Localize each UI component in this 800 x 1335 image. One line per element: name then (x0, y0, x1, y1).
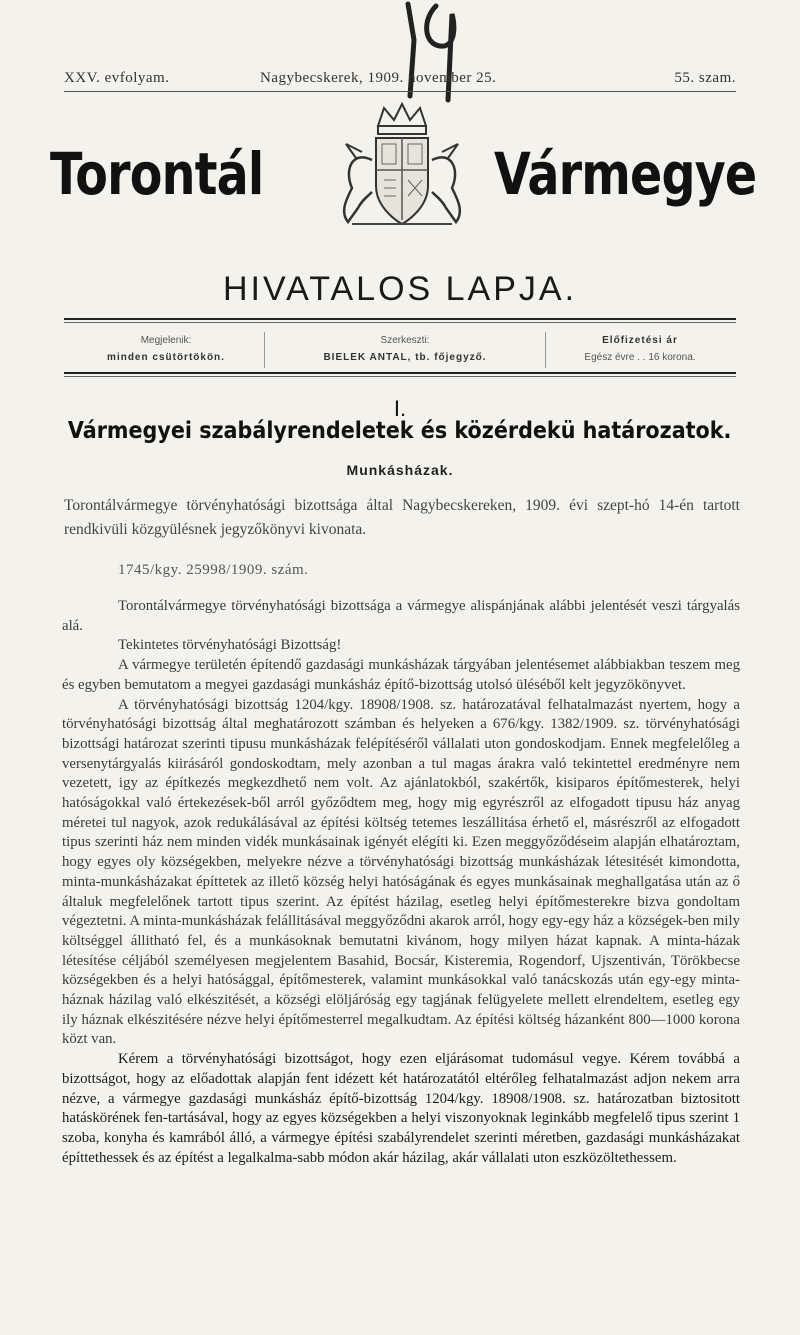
masthead-title-left: Torontál (50, 140, 264, 208)
info-rule-bottom (64, 372, 736, 374)
coat-of-arms-icon (322, 100, 482, 240)
header-line (64, 70, 736, 92)
editor-label: Szerkeszti: (380, 335, 430, 346)
masthead-rule-top-thin (64, 322, 736, 323)
masthead-title-right: Vármegye (494, 140, 757, 208)
body-paragraph: Torontálvármegye törvényhatósági bizottsága a vármegye alispánjának alábbi jelentését veszi tárgyalás alá. (62, 598, 740, 634)
info-rule-bottom-thin (64, 376, 736, 377)
info-editor (264, 332, 546, 368)
price-value: Egész évre . . 16 korona. (584, 352, 696, 363)
volume-label: XXV. evfolyam. (64, 70, 170, 86)
appears-label: Megjelenik: (140, 335, 192, 346)
article-lead (64, 494, 740, 542)
body-paragraph: A törvényhatósági bizottság 1204/kgy. 18908/1908. sz. határozatával felhatalmazást nyertem, hogy a törvényhatósági bizottság által meghatározott számban és helyeken a 676/kgy. 1382/1909. sz. törvényhatósági bizottsági határozat szerinti tipusu munkásházak felépítéséről vállalati uton gondoskodjam. Ennek megfelelőleg a versenytárgyalás kiirásáról gondoskodtam, mely azonban a tul magas árakra való tekintettel eredményre nem vezetett, igy az építkezés megkezdhető nem volt. Az ajánlatokból, szakértők, kisiparos építőmesterek, helyi hatóságokkal való értekezések-ből arról győződtem meg, hogy mig egyrészről az elfogadott tipusu ház anyag méretei tul nagyok, azok redukálásával az építési költség tetemes leszállitása érhető el, másrészről az elfogadott tipus szerinti ház nem minden vidék munkásainak igényét elégíti ki. Ezen meggyőződéseim alapján elhatároztam, hogy egyes oly községekben, melyekre nézve a törvényhatósági bizottság munkásházak létesitését kimondotta, minta-munkásházakat építtetek az illető község helyi hatóságának és egyes munkásainak meghallgatása után az ő általuk megfelelőnek tartott tipus szerint. Az építést házilag, esetleg helyi építőmesterekre bizva gondoltam végeztetni. A minta-munkásházak felállitásával meggyőződni akarok arról, hogy egy-egy ház a községek-ben mily költséggel állitható fel, és a munkásoknak bemutatni kivánom, hogy milyen házat kapnak. A minta-házak létesítése céljából személyesen megjelentem Basahid, Bocsár, Kisteremia, Rogendorf, Ujszentiván, Törökbecse községekben és a helyi hatósággal, építőmesterek, valamint munkásokkal való tanácskozás után egy-egy minta-háznak házilag való elkészitését, a községi elöljáróság egy tagjának felügyelete mellett elrendeltem, esetleg egy ily háznak elkészitésére nézve helyi építőmesterrel megalkudtam. Az építési költség házanként 800—1000 korona közt van. (62, 696, 740, 1048)
place-date: Nagybecskerek, 1909. november 25. (260, 70, 497, 86)
info-subscription-price (544, 332, 736, 368)
issue-number: 55. szam. (674, 70, 736, 86)
info-publication-schedule (68, 332, 264, 368)
lead-text: Torontálvármegye törvényhatósági bizottsága által Nagybecskereken, 1909. évi szept-hó 14-én tartott rendkivüli közgyülésnek jegyzőkönyvi kivonata. (64, 497, 740, 538)
reference-number: 1745/kgy. 25998/1909. szám. (118, 562, 309, 578)
body-paragraph: Tekintetes törvényhatósági Bizottság! (118, 637, 342, 654)
price-label: Előfizetési ár (602, 335, 678, 346)
masthead-subtitle: HIVATALOS LAPJA. (222, 270, 578, 308)
section-title (0, 418, 800, 444)
article-body (62, 597, 740, 1168)
section-title-text: Vármegyei szabályrendeletek és közérdekü határozatok. (68, 418, 732, 444)
body-paragraph: Kérem a törvényhatósági bizottságot, hogy ezen eljárásomat tudomásul vegye. Kérem továbbá a bizottságot, hogy az előadottak alapján fent idézett két határozatától eltérőleg felhatalmazást adjon nekem arra nézve, a vármegye gazdasági munkásház építő-bizottság 1204/kgy. 18908/1908. sz. határozatban biztositott hatáskörének fen-tartásával, hogy az egyes községekben a helyi viszonyoknak leginkább megfelelő tipus szerint 1 szoba, konyha és kamrából álló, a vármegye építési szabályrendelet szerinti méretben, gazdasági munkásházakat építtethessek és az építést a legalkalma-sabb módon akár házilag, akár vállalati uton eszközöltethessem. (62, 1051, 740, 1166)
section-number: I. (393, 396, 407, 421)
body-paragraph: A vármegye területén építendő gazdasági munkásházak tárgyában jelentésemet alábbiakban teszem meg és egyben bemutatom a megyei gazdasági munkásház építő-bizottság utolsó üléséből kelt jegyzökönyvet. (62, 657, 740, 693)
article-subhead: Munkásházak. (346, 462, 454, 478)
editor-value: BIELEK ANTAL, tb. főjegyző. (323, 352, 487, 363)
masthead-rule-top (64, 318, 736, 320)
header-rule (64, 91, 736, 92)
handwritten-number-mark (396, 0, 476, 110)
appears-value: minden csütörtökön. (107, 352, 225, 363)
